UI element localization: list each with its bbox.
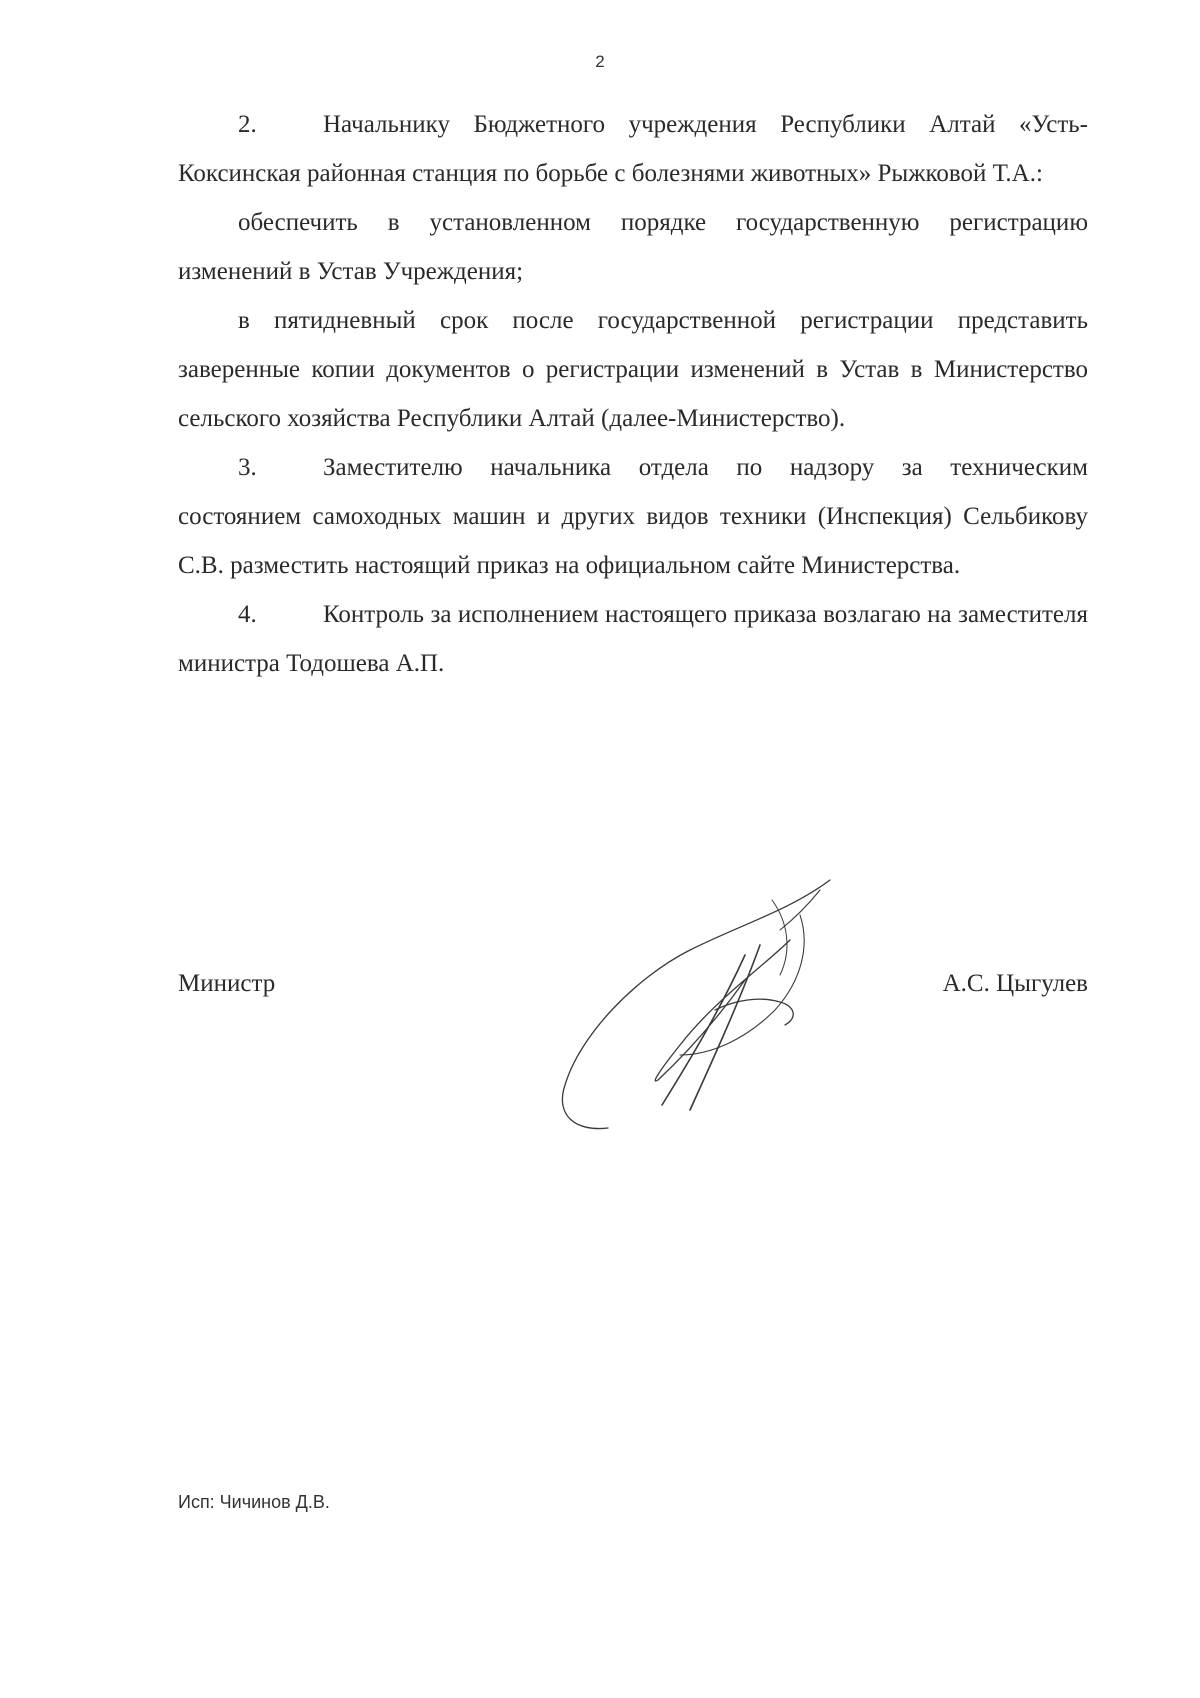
paragraph-2	[178, 100, 1088, 198]
paragraph-text: в пятидневный срок после государственной регистрации представить заверенные копии документов о регистрации изменений в Устав в Министерство сельского хозяйства Республики Алтай (далее-Министерство).	[178, 307, 1088, 432]
executor-note: Исп: Чичинов Д.В.	[178, 1492, 330, 1512]
paragraph-2-item-copies	[178, 296, 1088, 443]
paragraph-text: Заместителю начальника отдела по надзору за техническим состоянием самоходных машин и других видов техники (Инспекция) Сельбикову С.В. разместить настоящий приказ на официальном сайте Министерства.	[178, 454, 1088, 579]
paragraph-text: Начальнику Бюджетного учреждения Республики Алтай «Усть-Коксинская районная станция по борьбе с болезнями животных» Рыжковой Т.А.:	[178, 111, 1088, 187]
document-body	[178, 100, 1088, 688]
paragraph-2-item-registration	[178, 198, 1088, 296]
paragraph-number: 3.	[238, 454, 257, 481]
signer-name: А.С. Цыгулев	[942, 970, 1088, 997]
handwritten-signature	[540, 870, 860, 1140]
paragraph-4	[178, 590, 1088, 688]
paragraph-text: обеспечить в установленном порядке государственную регистрацию изменений в Устав Учреждения;	[178, 209, 1088, 285]
signer-title: Министр	[178, 970, 276, 997]
paragraph-number: 2.	[238, 111, 257, 138]
paragraph-3	[178, 443, 1088, 590]
page-number: 2	[595, 52, 605, 71]
paragraph-number: 4.	[238, 601, 257, 628]
paragraph-text: Контроль за исполнением настоящего приказа возлагаю на заместителя министра Тодошева А.П.	[178, 601, 1088, 677]
